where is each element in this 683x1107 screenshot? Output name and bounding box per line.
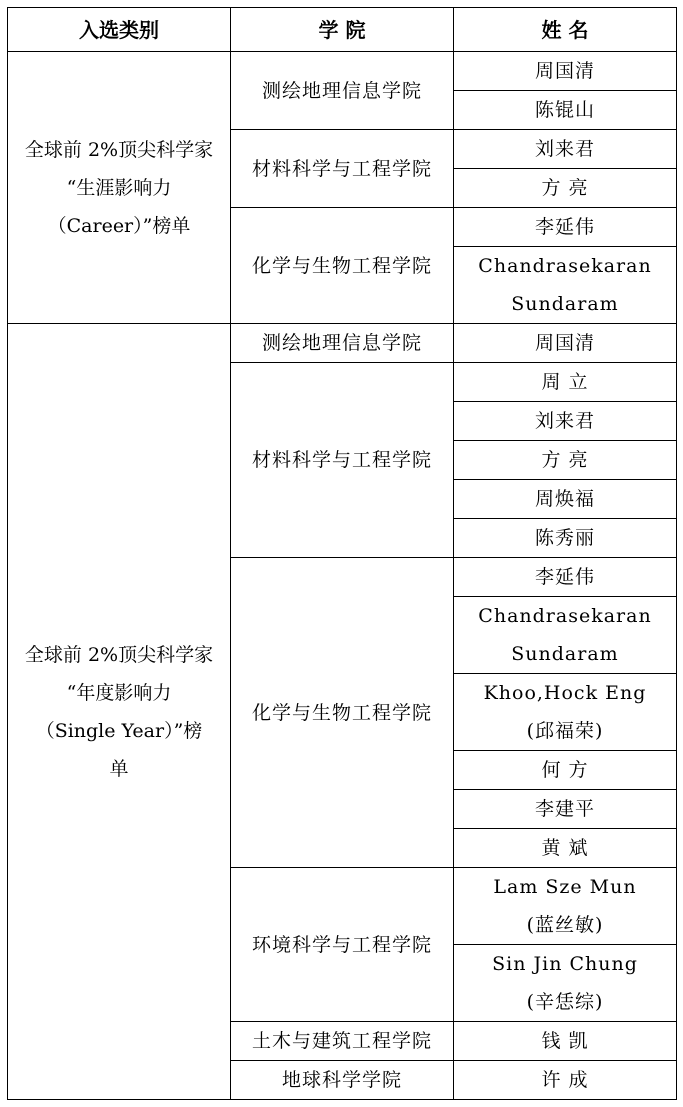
header-name: 姓 名	[454, 8, 677, 52]
name-line: (蓝丝敏)	[526, 914, 604, 936]
person-name: 钱 凯	[454, 1022, 677, 1061]
college-cell: 测绘地理信息学院	[231, 52, 454, 130]
person-name: 周 立	[454, 363, 677, 402]
college-cell: 环境科学与工程学院	[231, 868, 454, 1022]
person-name: 周国清	[454, 324, 677, 363]
person-name	[454, 868, 677, 945]
person-name: 刘来君	[454, 402, 677, 441]
college-cell: 化学与生物工程学院	[231, 558, 454, 868]
person-name: 刘来君	[454, 130, 677, 169]
person-name: 何 方	[454, 751, 677, 790]
category-line: （Single Year）”榜	[35, 719, 203, 742]
name-line: Chandrasekaran	[478, 255, 652, 277]
college-cell: 土木与建筑工程学院	[231, 1022, 454, 1061]
category-cell	[8, 324, 231, 1100]
category-line: 单	[109, 757, 129, 780]
category-line: 全球前 2%顶尖科学家	[24, 138, 214, 161]
person-name: 李延伟	[454, 208, 677, 247]
college-cell: 测绘地理信息学院	[231, 324, 454, 363]
category-line: 全球前 2%顶尖科学家	[24, 643, 214, 666]
category-line: “年度影响力	[66, 681, 172, 704]
person-name: 周焕福	[454, 480, 677, 519]
person-name: 李延伟	[454, 558, 677, 597]
category-line: （Career）”榜单	[47, 214, 191, 237]
category-cell	[8, 52, 231, 324]
person-name: 周国清	[454, 52, 677, 91]
person-name: 黄 斌	[454, 829, 677, 868]
person-name: 陈秀丽	[454, 519, 677, 558]
roster-table	[7, 7, 677, 1100]
person-name: 李建平	[454, 790, 677, 829]
category-line: “生涯影响力	[66, 176, 172, 199]
name-line: (邱福荣)	[526, 720, 604, 742]
person-name: 方 亮	[454, 441, 677, 480]
person-name: 方 亮	[454, 169, 677, 208]
person-name	[454, 674, 677, 751]
person-name: 许 成	[454, 1061, 677, 1100]
name-line: Sundaram	[511, 293, 619, 315]
college-cell: 化学与生物工程学院	[231, 208, 454, 324]
name-line: Sundaram	[511, 643, 619, 665]
college-cell: 地球科学学院	[231, 1061, 454, 1100]
name-line: (辛恁综)	[526, 991, 604, 1013]
person-name	[454, 597, 677, 674]
college-cell: 材料科学与工程学院	[231, 130, 454, 208]
table-row	[8, 324, 677, 363]
college-cell: 材料科学与工程学院	[231, 363, 454, 558]
name-line: Khoo,Hock Eng	[483, 682, 647, 704]
person-name: 陈锟山	[454, 91, 677, 130]
header-college: 学 院	[231, 8, 454, 52]
person-name	[454, 247, 677, 324]
header-category: 入选类别	[8, 8, 231, 52]
person-name	[454, 945, 677, 1022]
name-line: Lam Sze Mun	[493, 876, 637, 898]
table-row	[8, 52, 677, 91]
name-line: Chandrasekaran	[478, 605, 652, 627]
header-row	[8, 8, 677, 52]
name-line: Sin Jin Chung	[492, 953, 638, 975]
